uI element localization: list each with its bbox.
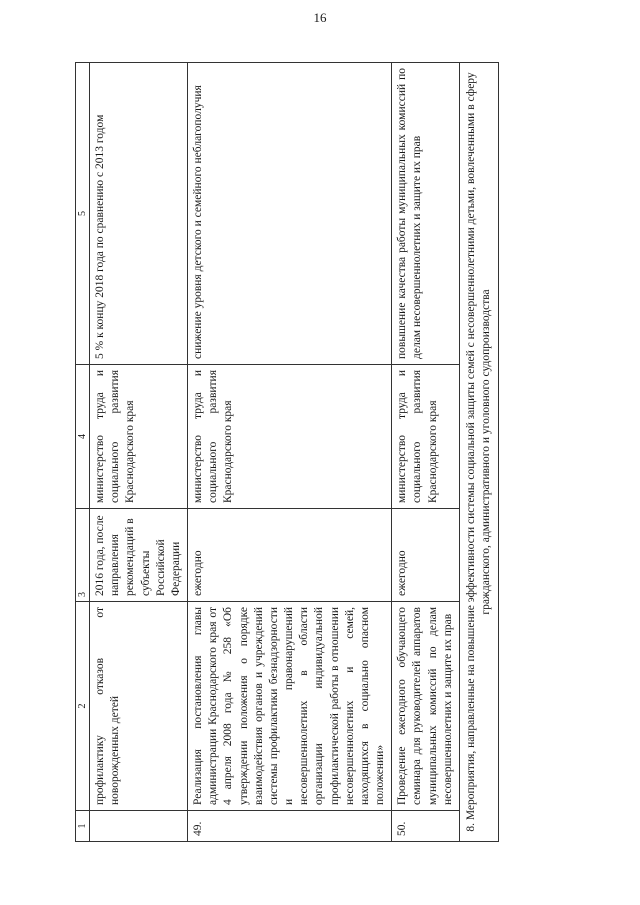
executor-cell: министерство труда и социального развития Краснодарского края: [90, 365, 188, 509]
result-cell: повышение качества работы муниципальных комиссий по делам несовершеннолетних и защите их прав: [392, 63, 460, 365]
column-header-1: 1: [76, 811, 90, 842]
column-header-3: 3: [76, 509, 90, 602]
measures-table: [75, 62, 499, 842]
result-cell: снижение уровня детского и семейного неблагополучия: [188, 63, 392, 365]
action-cell: профилактику отказов от новорожденных детей: [90, 602, 188, 811]
column-header-5: 5: [76, 63, 90, 365]
executor-cell: министерство труда и социального развития Краснодарского края: [392, 365, 460, 509]
term-cell: 2016 года, после направления рекомендаций в субъекты Российской Федерации: [90, 509, 188, 602]
result-cell: 5 % к концу 2018 года по сравнению с 2013 годом: [90, 63, 188, 365]
table-header-row: [76, 63, 90, 842]
row-number: [90, 811, 188, 842]
column-header-2: 2: [76, 602, 90, 811]
section-row: [459, 63, 498, 842]
action-cell: Реализация постановления главы администрации Краснодарского края от 4 апреля 2008 года № 258 «Об утверждении положения о порядке взаимодействия органов и учреждений системы профилактики безнадзорности и правонарушений несовершеннолетних в области организации индивидуальной профилактической работы в отношении несовершеннолетних и семей, находящихся в социально опасном положении»: [188, 602, 392, 811]
section-8-heading: 8. Мероприятия, направленные на повышение эффективности системы социальной защиты семей с несовершеннолетними детьми, вовлеченными в сферу гражданского, административного и уголовного судопроизводства: [459, 63, 498, 842]
term-cell: ежегодно: [188, 509, 392, 602]
page-number: 16: [313, 10, 327, 25]
executor-cell: министерство труда и социального развития Краснодарского края: [188, 365, 392, 509]
rotated-sheet: [75, 62, 585, 842]
action-cell: Проведение ежегодного обучающего семинара для руководителей аппаратов муниципальных комиссий по делам несовершеннолетних и защите их прав: [392, 602, 460, 811]
table-row: [188, 63, 392, 842]
row-number: 50.: [392, 811, 460, 842]
table-row: [90, 63, 188, 842]
row-number: 49.: [188, 811, 392, 842]
term-cell: ежегодно: [392, 509, 460, 602]
table-row: [392, 63, 460, 842]
column-header-4: 4: [76, 365, 90, 509]
